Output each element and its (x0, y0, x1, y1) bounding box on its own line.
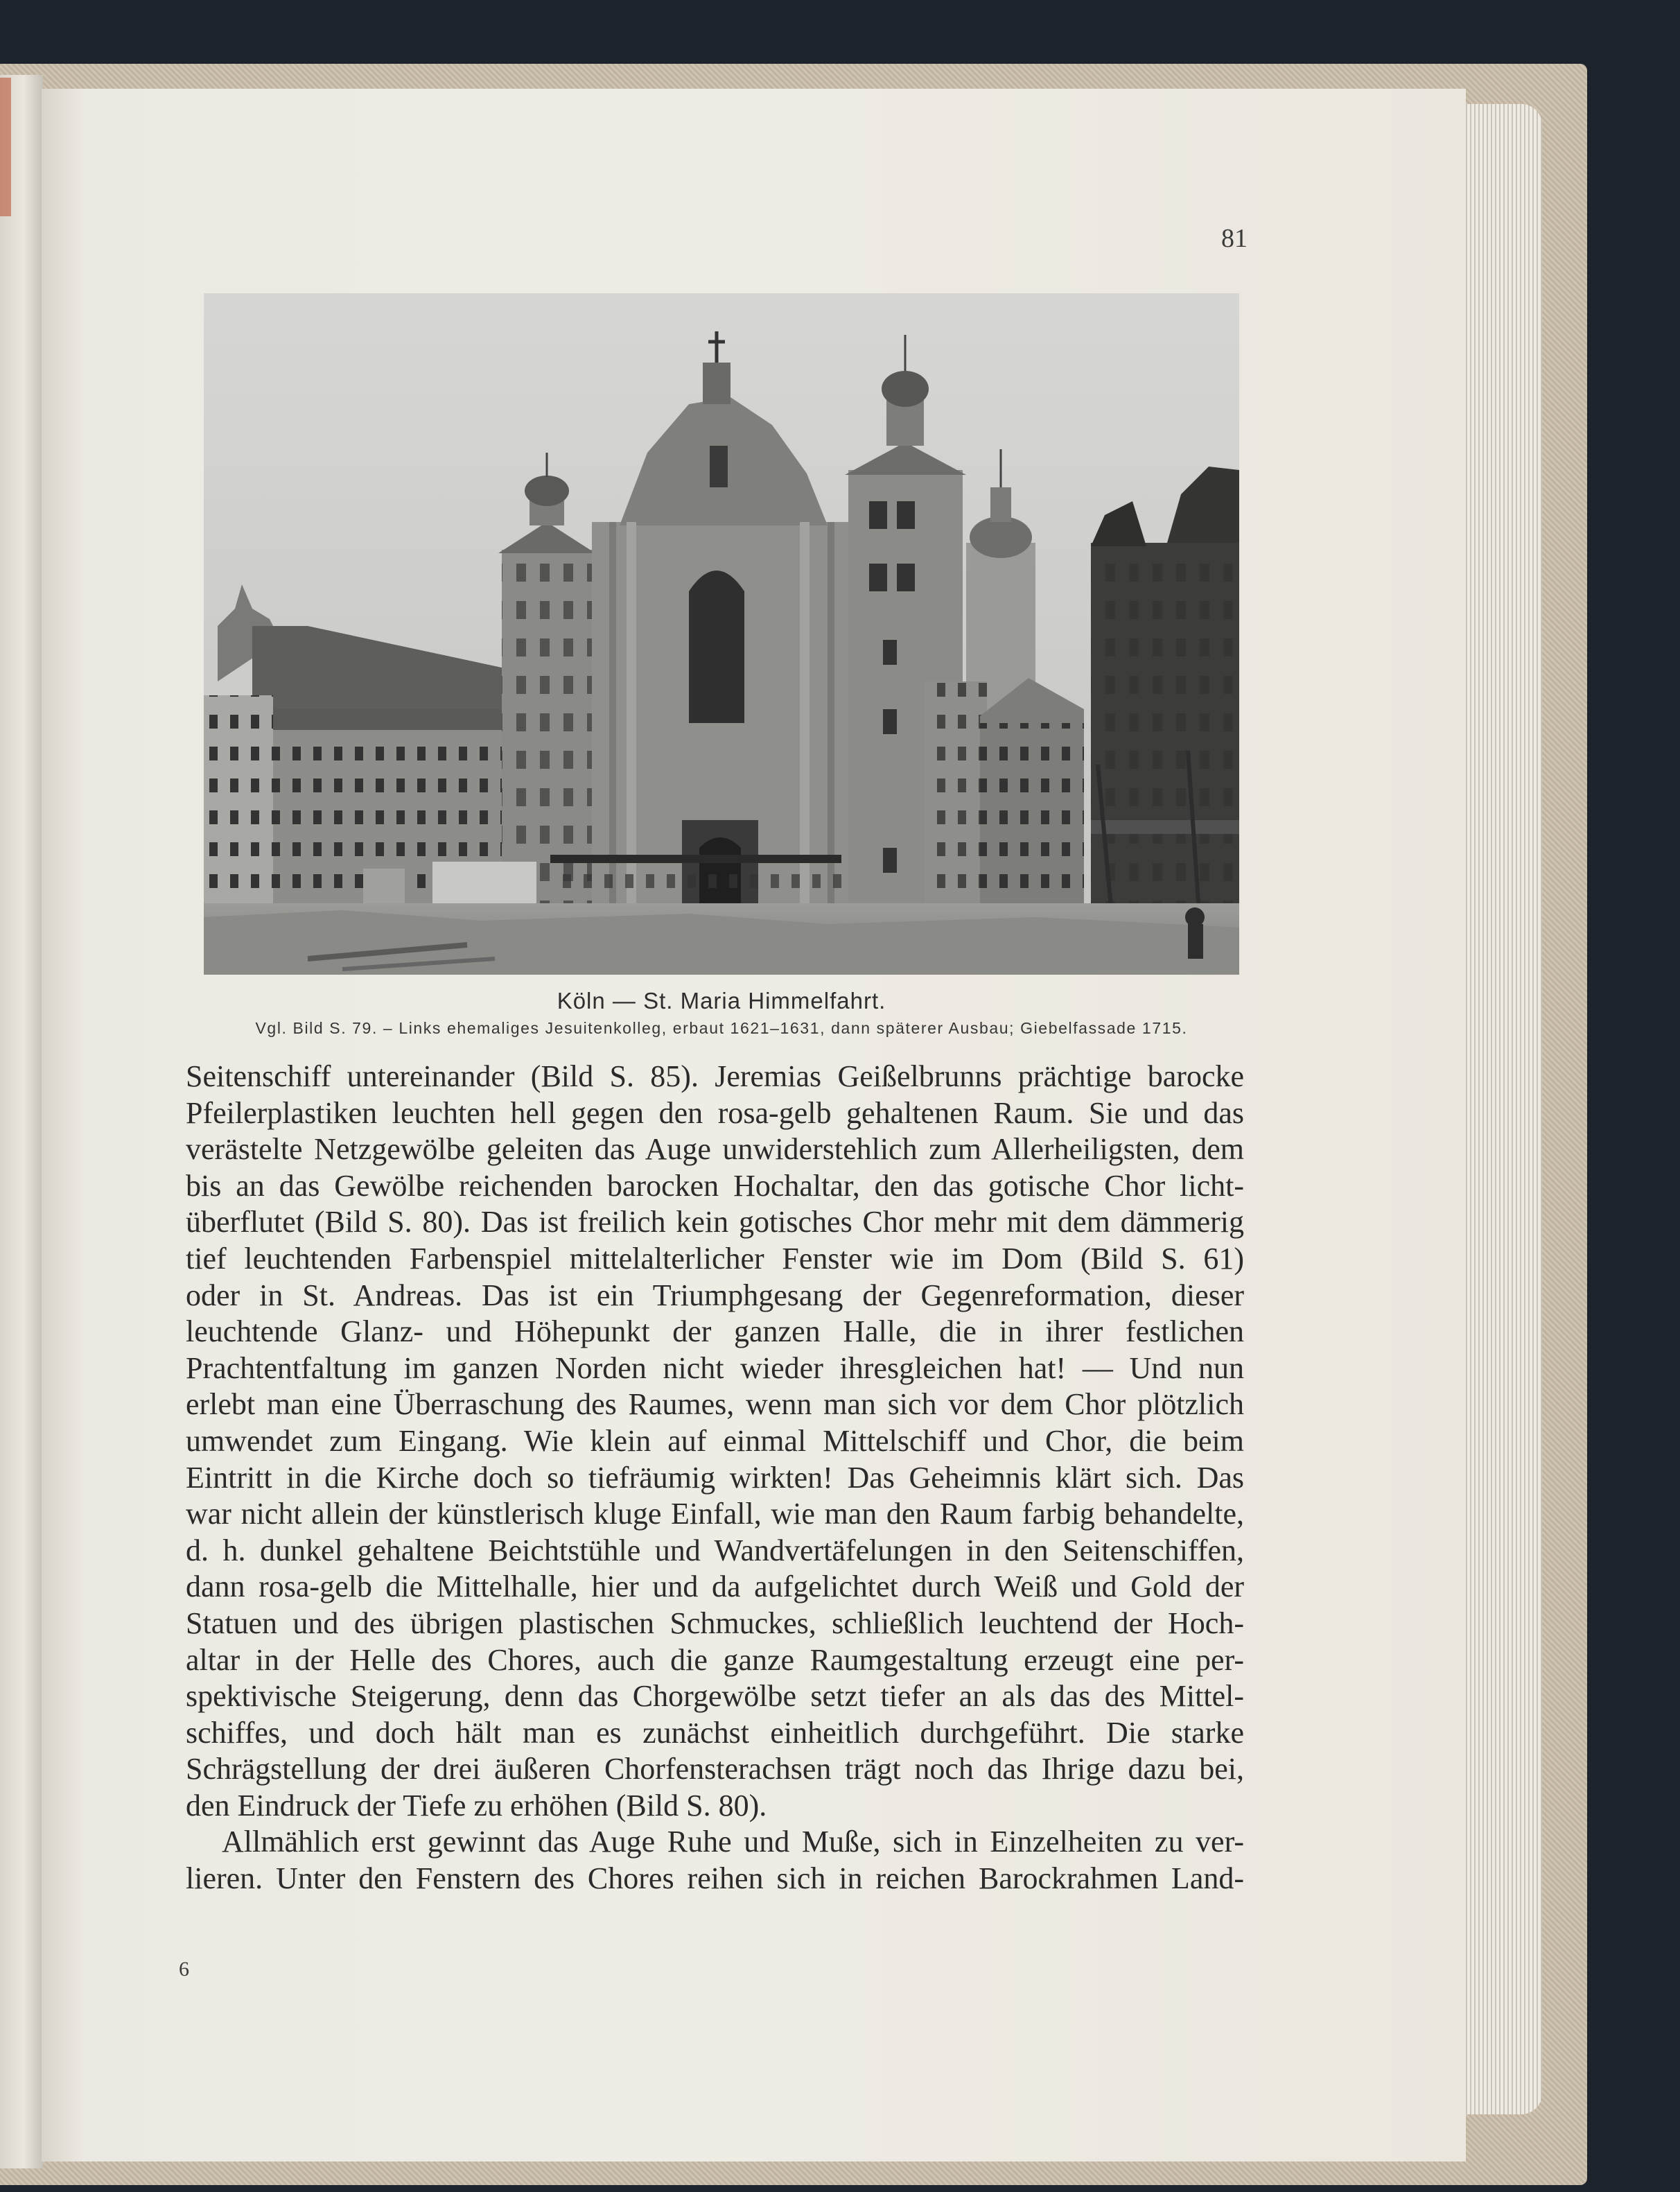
text-line: erlebt man eine Überraschung des Raumes, wenn man sich vor dem Chor plötzlich (186, 1387, 1244, 1422)
text-line: war nicht allein der künstlerisch kluge Einfall, wie man den Raum farbig behandelte, (186, 1497, 1244, 1531)
text-line: Statuen und des übrigen plastischen Schmuckes, schließlich leuchtend der Hoch- (186, 1606, 1244, 1640)
text-line: Allmählich erst gewinnt das Auge Ruhe und Muße, sich in Einzelheiten zu ver- (222, 1825, 1244, 1859)
text-line: umwendet zum Eingang. Wie klein auf einmal Mittelschiff und Chor, die beim (186, 1423, 1244, 1458)
text-line: Seitenschiff untereinander (Bild S. 85). Jeremias Geißelbrunns prächtige barocke (186, 1059, 1244, 1093)
body-text (186, 1059, 1244, 1897)
text-line: schiffes, und doch hält man es zunächst einheitlich durchgeführt. Die starke (186, 1715, 1244, 1750)
page-number: 81 (1221, 224, 1248, 253)
text-line: d. h. dunkel gehaltene Beichtstühle und Wandvertäfelungen in den Seitenschiffen, (186, 1533, 1244, 1567)
page-edges (1459, 104, 1542, 2114)
text-line: Pfeilerplastiken leuchten hell gegen den rosa-gelb gehaltenen Raum. Sie und das (186, 1095, 1244, 1130)
text-line: verästelte Netzgewölbe geleiten das Auge unwiderstehlich zum Allerheiligsten, dem (186, 1132, 1244, 1167)
text-line: Eintritt in die Kirche doch so tiefräumig wirkten! Das Geheimnis klärt sich. Das (186, 1460, 1244, 1495)
text-line: lieren. Unter den Fenstern des Chores reihen sich in reichen Barockrahmen Land- (186, 1861, 1244, 1896)
church-photograph (204, 293, 1239, 975)
figure-caption-title: Köln — St. Maria Himmelfahrt. (557, 988, 886, 1014)
left-page-gutter (0, 75, 43, 2168)
text-line: Schrägstellung der drei äußeren Chorfensterachsen trägt noch das Ihrige dazu bei, (186, 1752, 1244, 1786)
text-line: Prachtentfaltung im ganzen Norden nicht wieder ihresgleichen hat! — Und nun (186, 1350, 1244, 1385)
text-line: oder in St. Andreas. Das ist ein Triumphgesang der Gegenreformation, dieser (186, 1278, 1244, 1312)
text-line: bis an das Gewölbe reichenden barocken Hochaltar, den das gotische Chor licht- (186, 1168, 1244, 1203)
text-line: überflutet (Bild S. 80). Das ist freilich kein gotisches Chor mehr mit dem dämmerig (186, 1205, 1244, 1239)
text-line: den Eindruck der Tiefe zu erhöhen (Bild S. 80). (186, 1788, 767, 1823)
text-line: altar in der Helle des Chores, auch die ganze Raumgestaltung erzeugt eine per- (186, 1642, 1244, 1677)
text-line: spektivische Steigerung, denn das Chorgewölbe setzt tiefer an als das des Mittel- (186, 1679, 1244, 1714)
text-line: leuchtende Glanz- und Höhepunkt der ganzen Halle, die in ihrer festlichen (186, 1314, 1244, 1349)
figure-caption-note: Vgl. Bild S. 79. – Links ehemaliges Jesuitenkolleg, erbaut 1621–1631, dann späterer Ausbau; Giebelfassade 1715. (255, 1019, 1188, 1037)
text-line: tief leuchtenden Farbenspiel mittelalterlicher Fenster wie im Dom (Bild S. 61) (186, 1241, 1244, 1276)
text-line: dann rosa-gelb die Mittelhalle, hier und da aufgelichtet durch Weiß und Gold der (186, 1569, 1244, 1604)
signature-mark: 6 (179, 1958, 189, 1981)
left-page-edge (0, 78, 11, 216)
